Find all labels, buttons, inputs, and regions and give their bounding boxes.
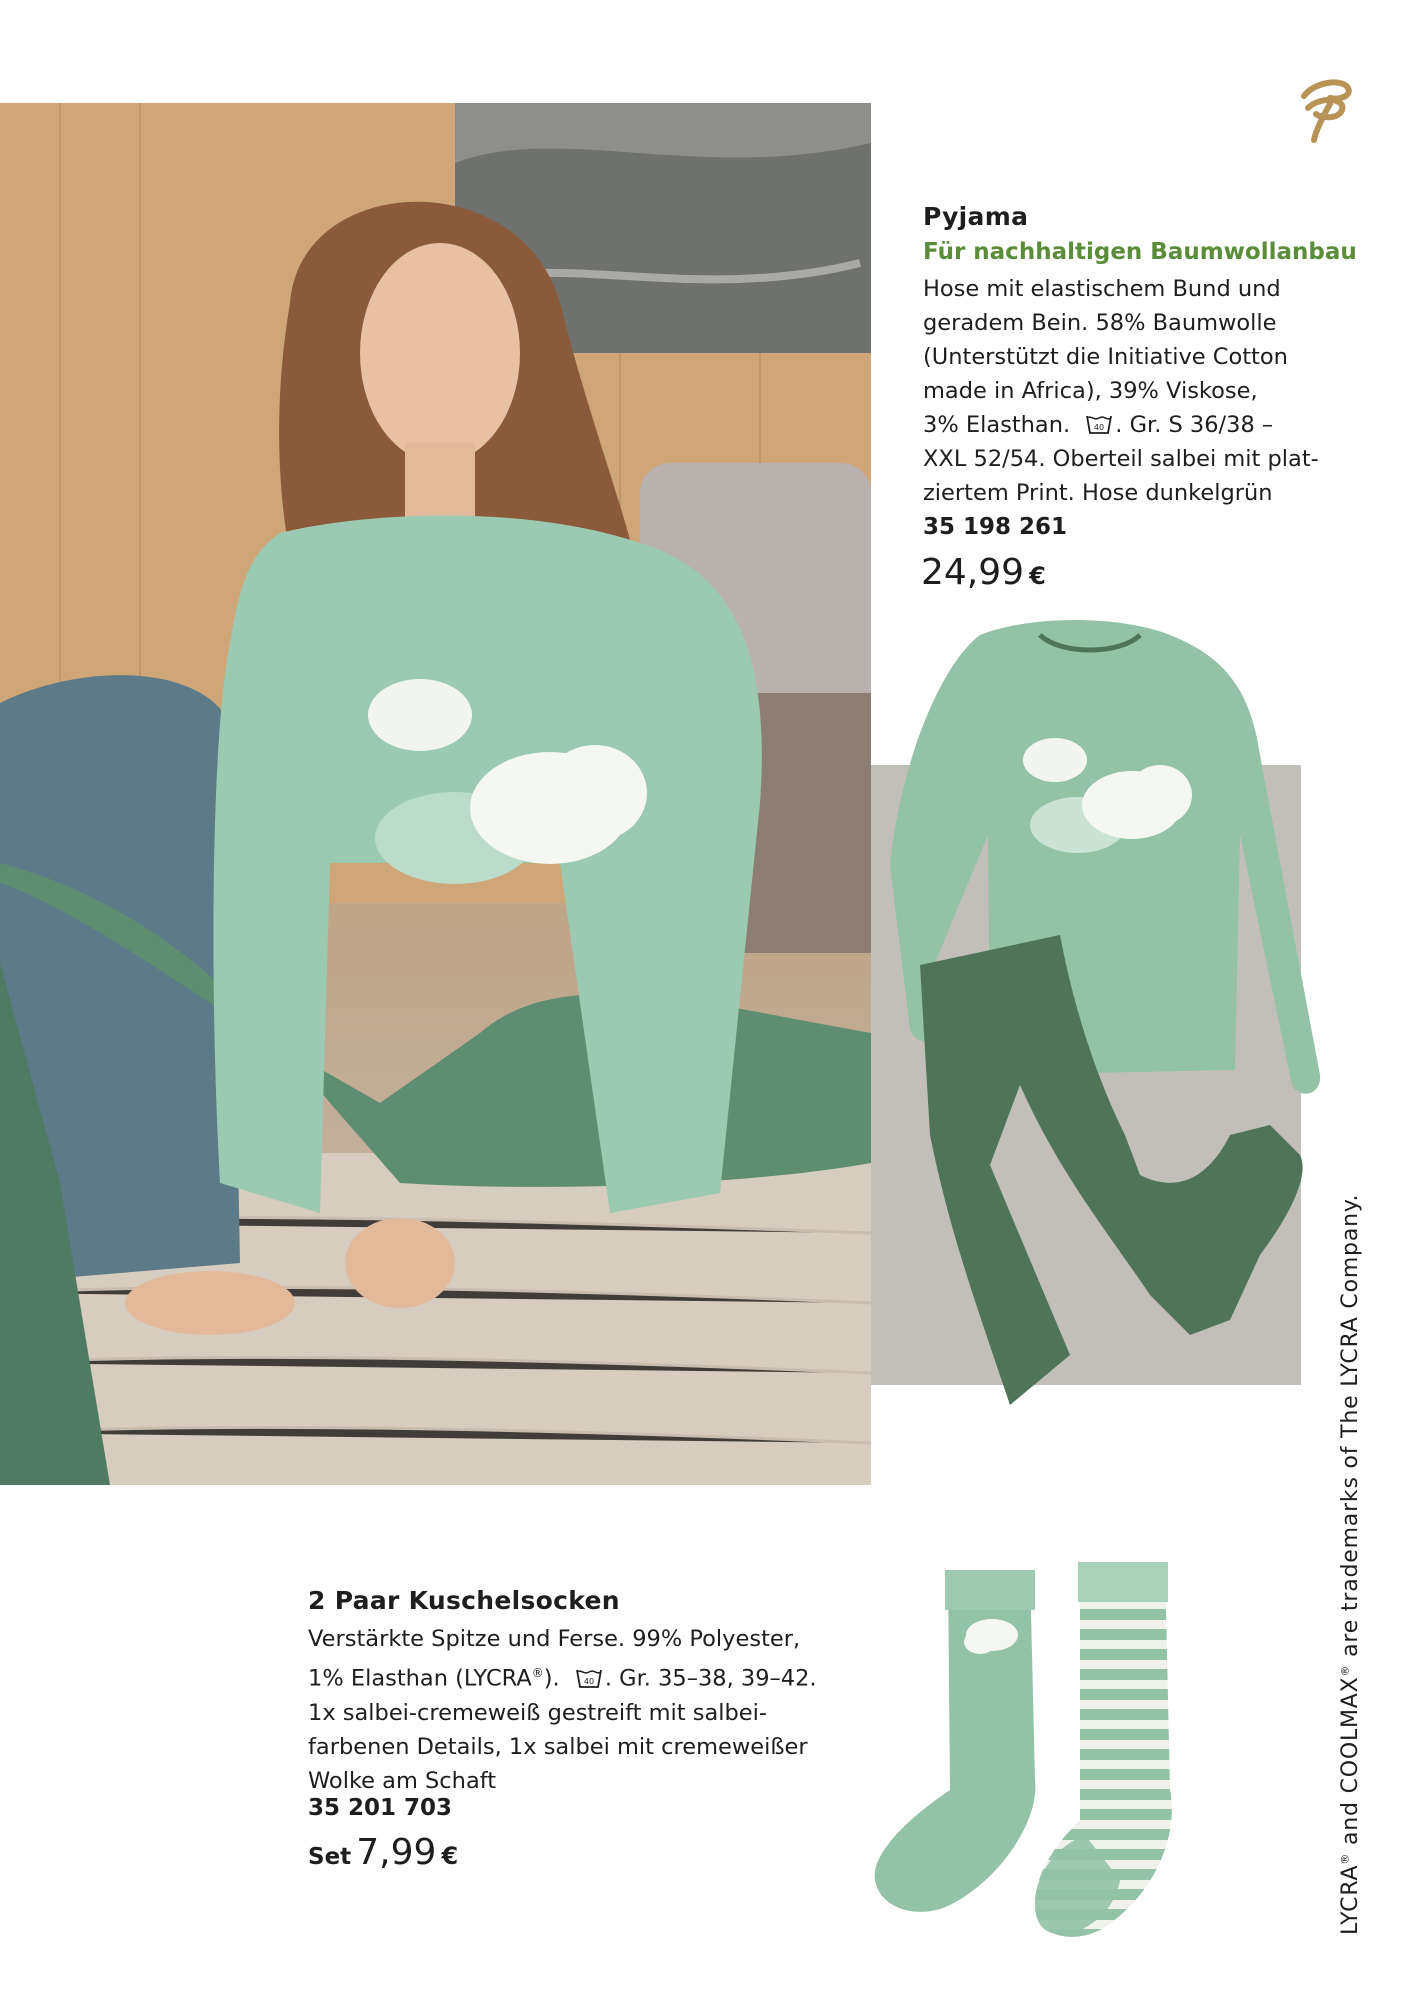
socks-set-label: Set	[308, 1844, 352, 1870]
trademark-coolmax: and COOLMAX	[1338, 1676, 1363, 1853]
trademark-company: are trademarks of The LYCRA Company.	[1338, 1193, 1363, 1665]
pyjama-product-image	[860, 615, 1360, 1425]
socks-description-line: 1x salbei-cremeweiß gestreift mit salbei-	[308, 1699, 768, 1726]
model-photo-illustration	[0, 103, 871, 1485]
pyjama-price-currency: €	[1029, 562, 1046, 590]
pyjama-size-text: . Gr. S 36/38 –	[1115, 412, 1274, 438]
wash-40-icon	[575, 1667, 603, 1689]
trademark-lycra: LYCRA	[1338, 1864, 1363, 1935]
pyjama-elasthan-text: 3% Elasthan.	[923, 412, 1071, 438]
trademark-notice	[1338, 1155, 1374, 1935]
pyjama-article-number: 35 198 261	[923, 514, 1068, 540]
model-photo	[0, 103, 871, 1485]
registered-mark: ®	[1338, 1852, 1352, 1865]
socks-description-line: farbenen Details, 1x salbei mit cremeweißer	[308, 1733, 808, 1760]
pyjama-price-value: 24,99	[921, 552, 1025, 593]
svg-text:40: 40	[583, 1676, 594, 1686]
pyjama-price	[921, 552, 1046, 593]
pyjama-description-line: geradem Bein. 58% Baumwolle	[923, 310, 1277, 336]
socks-article-number: 35 201 703	[308, 1795, 453, 1821]
pyjama-description-line-wash	[923, 408, 1319, 442]
pyjama-description-line: made in Africa), 39% Viskose,	[923, 378, 1258, 404]
socks-description-line: Verstärkte Spitze und Ferse. 99% Polyester,	[308, 1626, 801, 1652]
socks-elasthan-text: 1% Elasthan (LYCRA	[308, 1665, 532, 1692]
socks-product-image	[860, 1560, 1210, 1950]
pyjama-description-line: Hose mit elastischem Bund und	[923, 276, 1281, 302]
socks-size-text: . Gr. 35–38, 39–42.	[604, 1665, 817, 1692]
wash-40-icon	[1085, 413, 1113, 435]
registered-mark: ®	[1338, 1664, 1352, 1677]
socks-price-value: 7,99	[356, 1832, 437, 1873]
pyjama-title: Pyjama	[923, 202, 1029, 231]
socks-price	[308, 1832, 458, 1873]
socks-description-line-wash	[308, 1656, 817, 1696]
socks-description	[308, 1622, 817, 1798]
pyjama-description-line: ziertem Print. Hose dunkelgrün	[923, 480, 1273, 506]
registered-mark: ®	[531, 1666, 544, 1680]
pyjama-description	[923, 272, 1319, 510]
socks-elasthan-close: ).	[543, 1665, 560, 1692]
pyjama-subtitle: Für nachhaltigen Baumwollanbau	[923, 239, 1357, 265]
pyjama-description-line: XXL 52/54. Oberteil salbei mit plat-	[923, 446, 1319, 472]
socks-title: 2 Paar Kuschelsocken	[308, 1586, 620, 1615]
socks-description-line: Wolke am Schaft	[308, 1767, 497, 1794]
svg-text:40: 40	[1094, 423, 1105, 432]
pyjama-description-line: (Unterstützt die Initiative Cotton	[923, 344, 1288, 370]
tchibo-logo	[1294, 74, 1356, 144]
socks-price-currency: €	[441, 1842, 459, 1870]
